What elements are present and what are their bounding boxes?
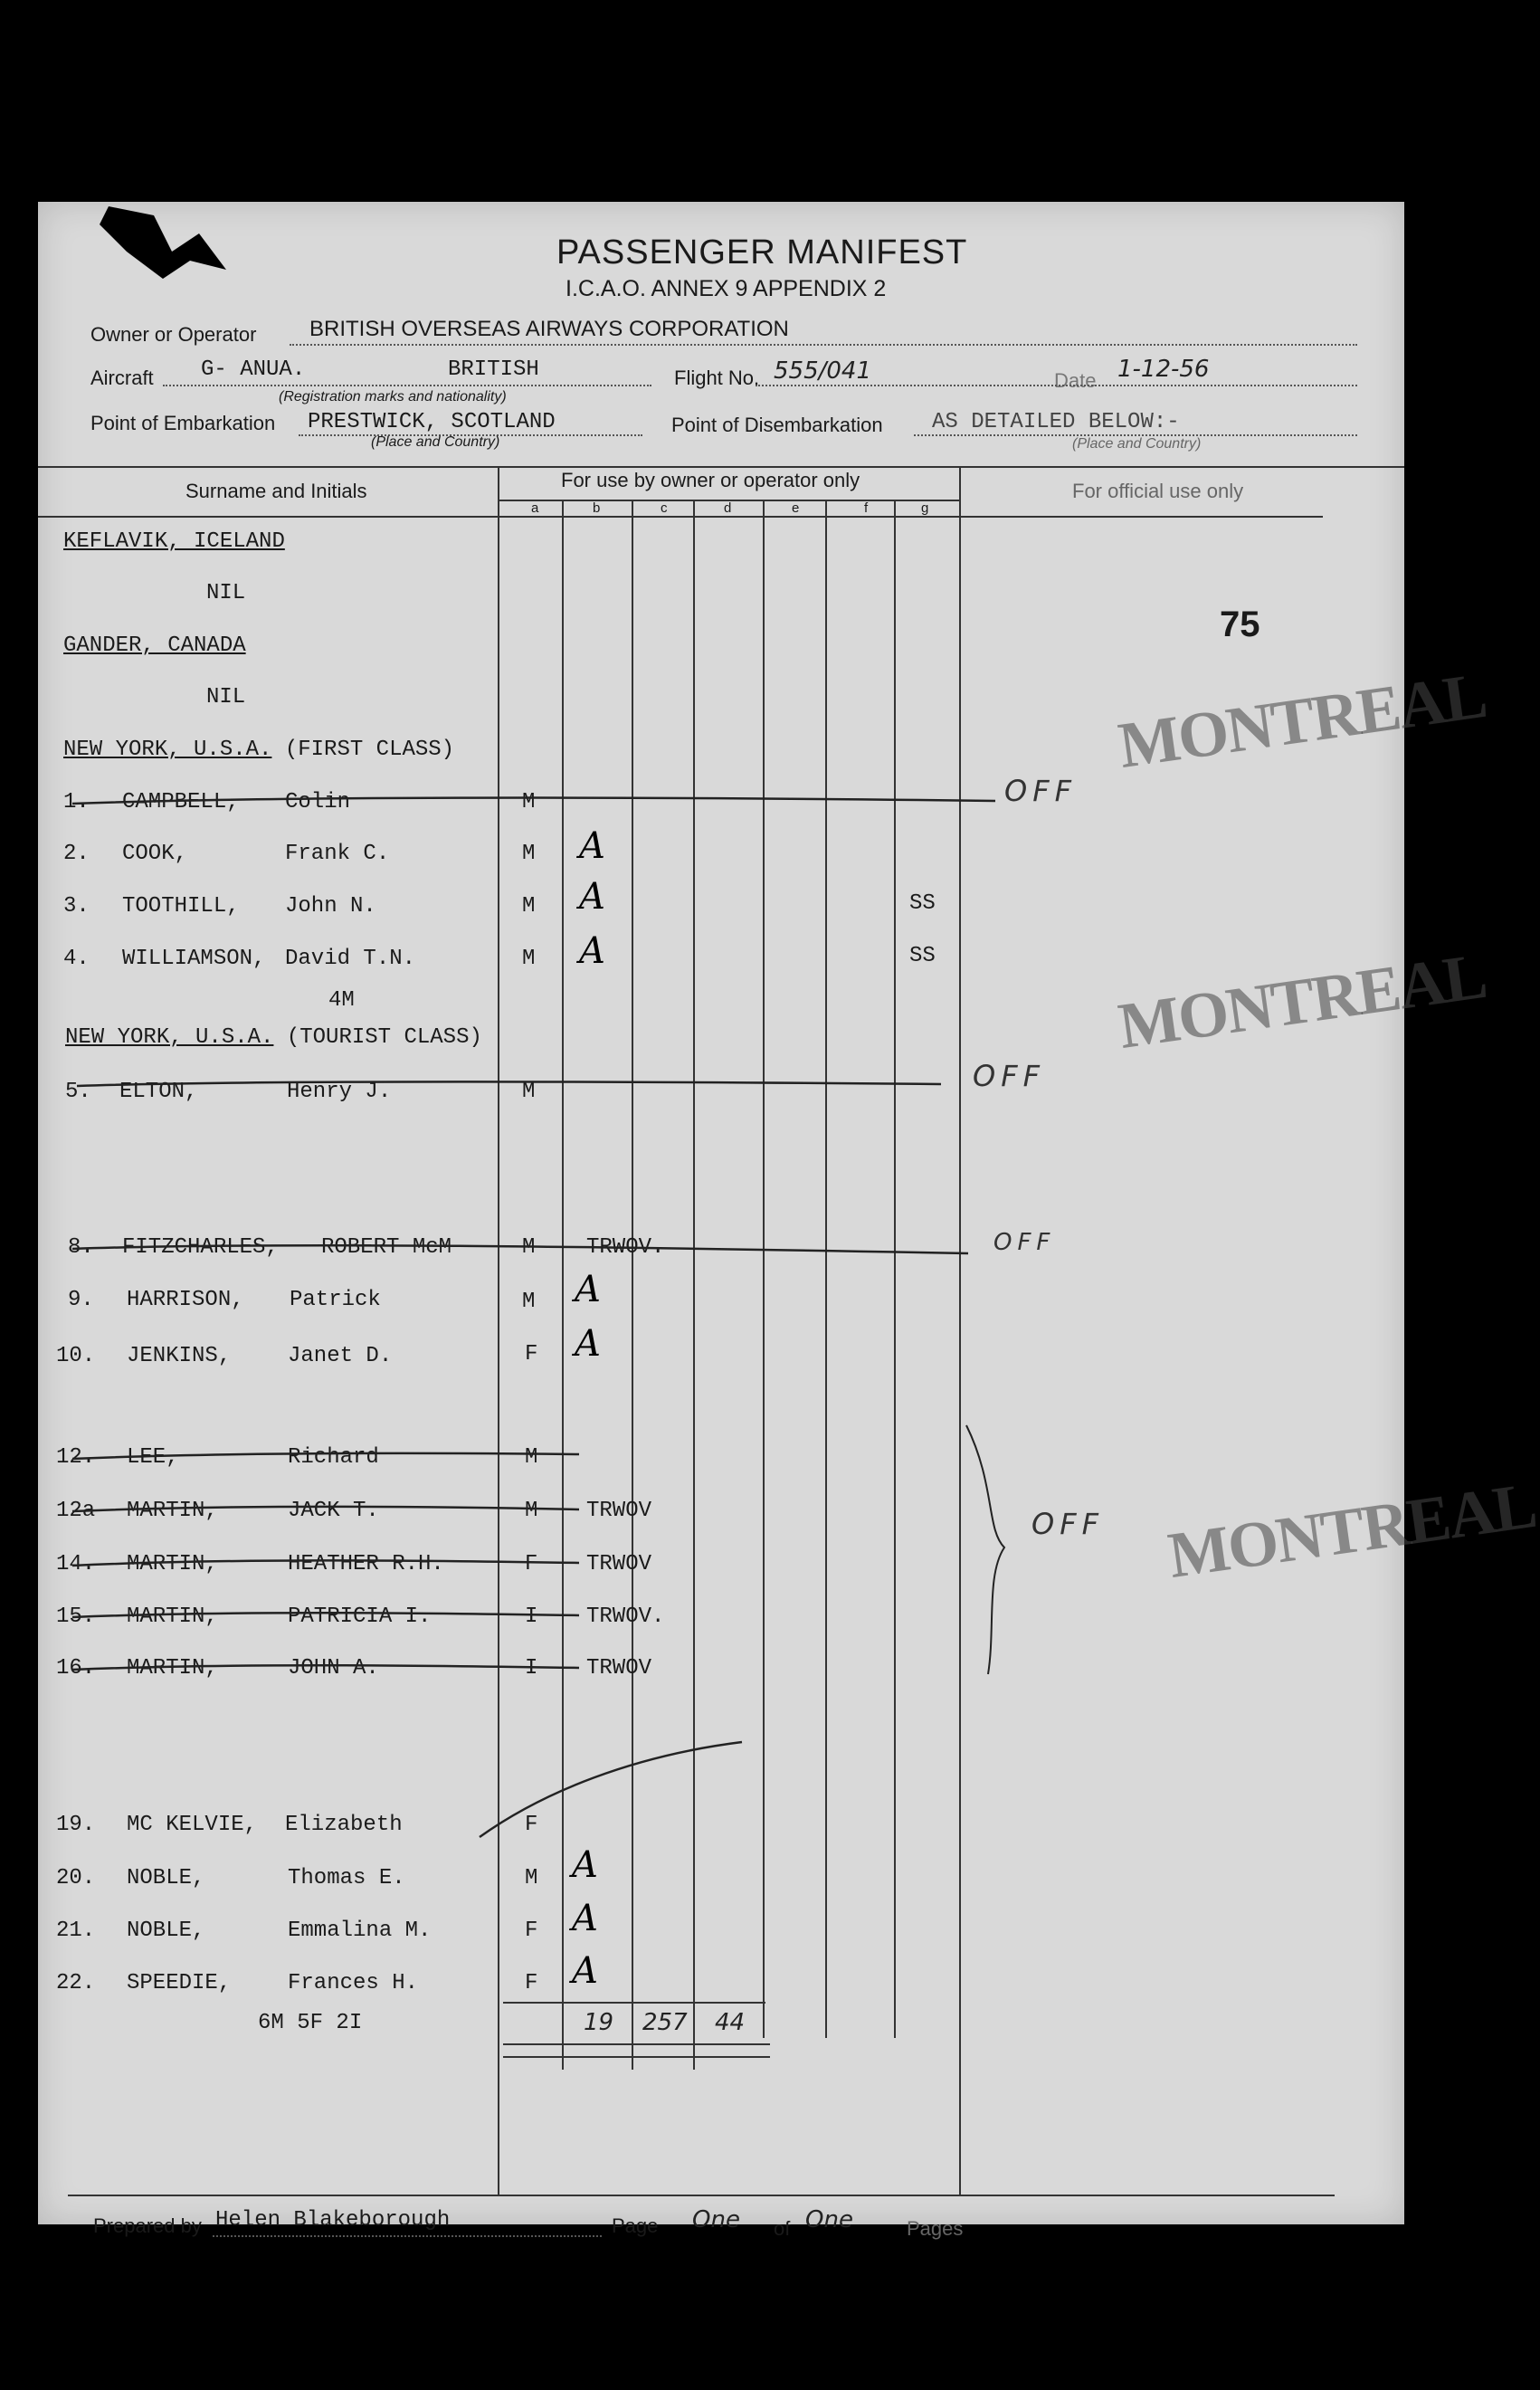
date-label: Date — [1054, 369, 1097, 392]
row-given: Frances H. — [288, 1971, 419, 1995]
row-number: 5. — [65, 1080, 91, 1104]
row-col-a: I — [525, 1604, 538, 1629]
row-given: JACK T. — [288, 1499, 379, 1523]
col-letter-f: f — [864, 500, 869, 516]
row-col-b-mark: A — [575, 1269, 601, 1310]
row-col-b: TRWOV — [586, 1499, 652, 1523]
off-note: OFF — [973, 1059, 1045, 1093]
row-number: 1. — [63, 790, 90, 814]
row-col-a: M — [522, 1080, 536, 1104]
owner-label: Owner or Operator — [90, 323, 257, 346]
row-col-g: SS — [909, 944, 936, 968]
row-given: John N. — [285, 894, 376, 919]
row-surname: NOBLE, — [127, 1919, 205, 1943]
row-col-a: M — [522, 790, 536, 814]
row-given: Patrick — [290, 1288, 381, 1312]
aircraft-label: Aircraft — [90, 367, 154, 389]
date-value: 1-12-56 — [1117, 356, 1210, 383]
row-col-b-mark: A — [572, 1898, 598, 1939]
totals-summary: 6M 5F 2I — [258, 2011, 363, 2035]
row-number: 12. — [56, 1445, 96, 1470]
row-given: Elizabeth — [285, 1813, 403, 1837]
row-given: ROBERT McM — [321, 1235, 452, 1260]
row-given: Henry J. — [287, 1080, 392, 1104]
page-subtitle: I.C.A.O. ANNEX 9 APPENDIX 2 — [566, 276, 887, 301]
section-gander: GANDER, CANADA — [63, 633, 246, 658]
row-number: 12a — [56, 1499, 96, 1523]
row-surname: SPEEDIE, — [127, 1971, 232, 1995]
row-col-a: F — [525, 1919, 538, 1943]
section-keflavik: KEFLAVIK, ICELAND — [63, 529, 285, 554]
col-name-header: Surname and Initials — [185, 480, 367, 502]
row-surname: LEE, — [127, 1445, 179, 1470]
row-surname: CAMPBELL, — [122, 790, 240, 814]
official-number: 75 — [1220, 605, 1260, 644]
row-col-b-mark: A — [572, 1844, 598, 1886]
row-given: David T.N. — [285, 947, 416, 971]
embark-note: (Place and Country) — [371, 434, 500, 450]
embark-label: Point of Embarkation — [90, 412, 276, 434]
row-surname: HARRISON, — [127, 1288, 244, 1312]
embark-value: PRESTWICK, SCOTLAND — [308, 410, 556, 434]
row-col-a: M — [522, 1235, 536, 1260]
section-newyork-first-place: NEW YORK, U.S.A. — [63, 738, 272, 762]
row-surname: JENKINS, — [127, 1344, 232, 1368]
row-col-a: M — [522, 1290, 536, 1314]
section-newyork-tourist-place: NEW YORK, U.S.A. — [65, 1025, 274, 1050]
disembark-label: Point of Disembarkation — [671, 414, 883, 436]
col-letter-e: e — [792, 500, 800, 516]
disembark-note: (Place and Country) — [1072, 436, 1202, 452]
row-number: 2. — [63, 842, 90, 866]
col-letter-a: a — [531, 500, 539, 516]
row-col-a: M — [525, 1445, 538, 1470]
row-number: 22. — [56, 1971, 96, 1995]
row-col-b-mark: A — [575, 1323, 601, 1365]
row-given: JOHN A. — [288, 1656, 379, 1681]
row-col-a: F — [525, 1813, 538, 1837]
montreal-stamp: MONTREAL — [1114, 939, 1490, 1063]
flight-value: 555/041 — [774, 357, 872, 385]
row-col-b: TRWOV — [586, 1656, 652, 1681]
footer-rule — [68, 2195, 1335, 2196]
row-col-a: M — [525, 1866, 538, 1890]
row-given: HEATHER R.H. — [288, 1552, 444, 1576]
col-letter-c: c — [661, 500, 668, 516]
row-number: 20. — [56, 1866, 96, 1890]
row-col-b-mark: A — [579, 825, 605, 867]
row-given: Janet D. — [288, 1344, 393, 1368]
off-note: OFF — [1004, 774, 1077, 808]
row-col-a: F — [525, 1552, 538, 1576]
row-number: 16. — [56, 1656, 96, 1681]
row-col-b-mark: A — [579, 930, 605, 972]
total-col-b: 19 — [584, 2009, 614, 2036]
row-given: Emmalina M. — [288, 1919, 432, 1943]
of-value: One — [805, 2206, 853, 2233]
row-given: Colin — [285, 790, 351, 814]
row-number: 15. — [56, 1604, 96, 1629]
row-number: 19. — [56, 1813, 96, 1837]
pages-label: Pages — [907, 2217, 964, 2240]
row-given: Frank C. — [285, 842, 390, 866]
page-title: PASSENGER MANIFEST — [556, 233, 968, 271]
row-col-a: F — [525, 1342, 538, 1366]
aircraft-nationality: BRITISH — [448, 357, 539, 382]
row-surname: WILLIAMSON, — [122, 947, 266, 971]
section-newyork-first-class: (FIRST CLASS) — [284, 738, 455, 762]
total-col-d: 44 — [715, 2009, 746, 2036]
off-note: OFF — [1031, 1507, 1104, 1541]
row-given: Richard — [288, 1445, 379, 1470]
row-number: 4. — [63, 947, 90, 971]
row-col-a: M — [522, 842, 536, 866]
section-keflavik-nil: NIL — [206, 581, 246, 605]
row-surname: MARTIN, — [127, 1552, 218, 1576]
sub-total-4m: 4M — [328, 988, 355, 1013]
row-surname: MARTIN, — [127, 1499, 218, 1523]
row-col-a: I — [525, 1656, 538, 1681]
section-newyork-tourist-class: (TOURIST CLASS) — [286, 1025, 482, 1050]
row-col-a: M — [522, 947, 536, 971]
row-col-a: M — [525, 1499, 538, 1523]
flight-label: Flight No. — [674, 367, 760, 389]
row-col-b-mark: A — [572, 1950, 598, 1992]
off-note: OFF — [993, 1229, 1056, 1256]
col-letter-d: d — [724, 500, 732, 516]
row-surname: TOOTHILL, — [122, 894, 240, 919]
row-surname: MARTIN, — [127, 1656, 218, 1681]
row-given: Thomas E. — [288, 1866, 405, 1890]
montreal-stamp: MONTREAL — [1164, 1469, 1540, 1593]
aircraft-value: G- ANUA. — [201, 357, 306, 382]
owner-value: BRITISH OVERSEAS AIRWAYS CORPORATION — [309, 317, 789, 341]
section-gander-nil: NIL — [206, 685, 246, 709]
row-surname: ELTON, — [119, 1080, 198, 1104]
row-number: 14. — [56, 1552, 96, 1576]
row-surname: FITZCHARLES, — [122, 1235, 279, 1260]
col-letter-g: g — [921, 500, 929, 516]
row-col-b: TRWOV. — [586, 1604, 665, 1629]
row-given: PATRICIA I. — [288, 1604, 432, 1629]
row-col-g: SS — [909, 891, 936, 916]
row-number: 21. — [56, 1919, 96, 1943]
montreal-stamp: MONTREAL — [1114, 659, 1490, 783]
row-number: 10. — [56, 1344, 96, 1368]
row-number: 8. — [68, 1235, 94, 1260]
page-label: Page — [612, 2214, 659, 2237]
prepared-value: Helen Blakeborough — [215, 2208, 451, 2233]
row-surname: COOK, — [122, 842, 188, 866]
disembark-value: AS DETAILED BELOW:- — [932, 410, 1180, 434]
row-col-b-mark: A — [579, 876, 605, 918]
of-label: of — [774, 2217, 791, 2240]
col-letter-b: b — [593, 500, 601, 516]
prepared-dotted-line — [213, 2235, 602, 2237]
row-col-b: TRWOV. — [586, 1235, 665, 1260]
page-value: One — [692, 2206, 740, 2233]
row-surname: MC KELVIE, — [127, 1813, 258, 1837]
total-col-c: 257 — [642, 2009, 688, 2036]
row-number: 9. — [68, 1288, 94, 1312]
row-col-a: F — [525, 1971, 538, 1995]
col-official-header: For official use only — [1072, 480, 1244, 502]
row-col-a: M — [522, 894, 536, 919]
col-owner-header: For use by owner or operator only — [561, 469, 860, 491]
row-number: 3. — [63, 894, 90, 919]
aircraft-note: (Registration marks and nationality) — [279, 389, 507, 405]
row-surname: NOBLE, — [127, 1866, 205, 1890]
row-col-b: TRWOV — [586, 1552, 652, 1576]
prepared-label: Prepared by — [93, 2214, 202, 2237]
row-surname: MARTIN, — [127, 1604, 218, 1629]
